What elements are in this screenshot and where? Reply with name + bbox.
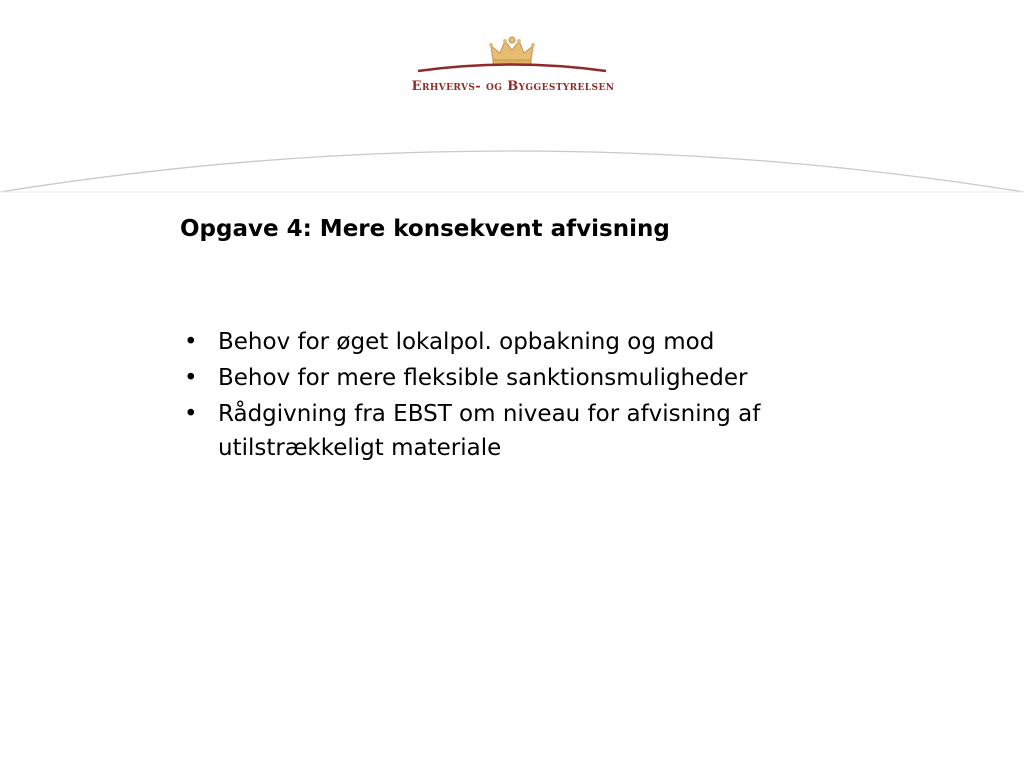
header-curve [0, 130, 1024, 200]
bullet-item [180, 325, 860, 359]
bullet-icon: • [184, 365, 198, 391]
org-name-text: Erhvervs- og Byggestyrelsen [411, 79, 615, 94]
org-name [0, 79, 1024, 94]
slide-title: Opgave 4: Mere konsekvent afvisning [180, 216, 670, 242]
bullet-text: Behov for mere fleksible sanktionsmuligheder [218, 365, 748, 391]
bullet-item [180, 361, 860, 395]
bullet-icon: • [184, 329, 198, 355]
bullet-text: Rådgivning fra EBST om niveau for afvisning af utilstrækkeligt materiale [218, 401, 761, 461]
bullet-item [180, 397, 860, 465]
agency-logo [0, 0, 1024, 100]
bullet-list [180, 325, 860, 467]
bullet-icon: • [184, 401, 198, 427]
bullet-text: Behov for øget lokalpol. opbakning og mod [218, 329, 715, 355]
